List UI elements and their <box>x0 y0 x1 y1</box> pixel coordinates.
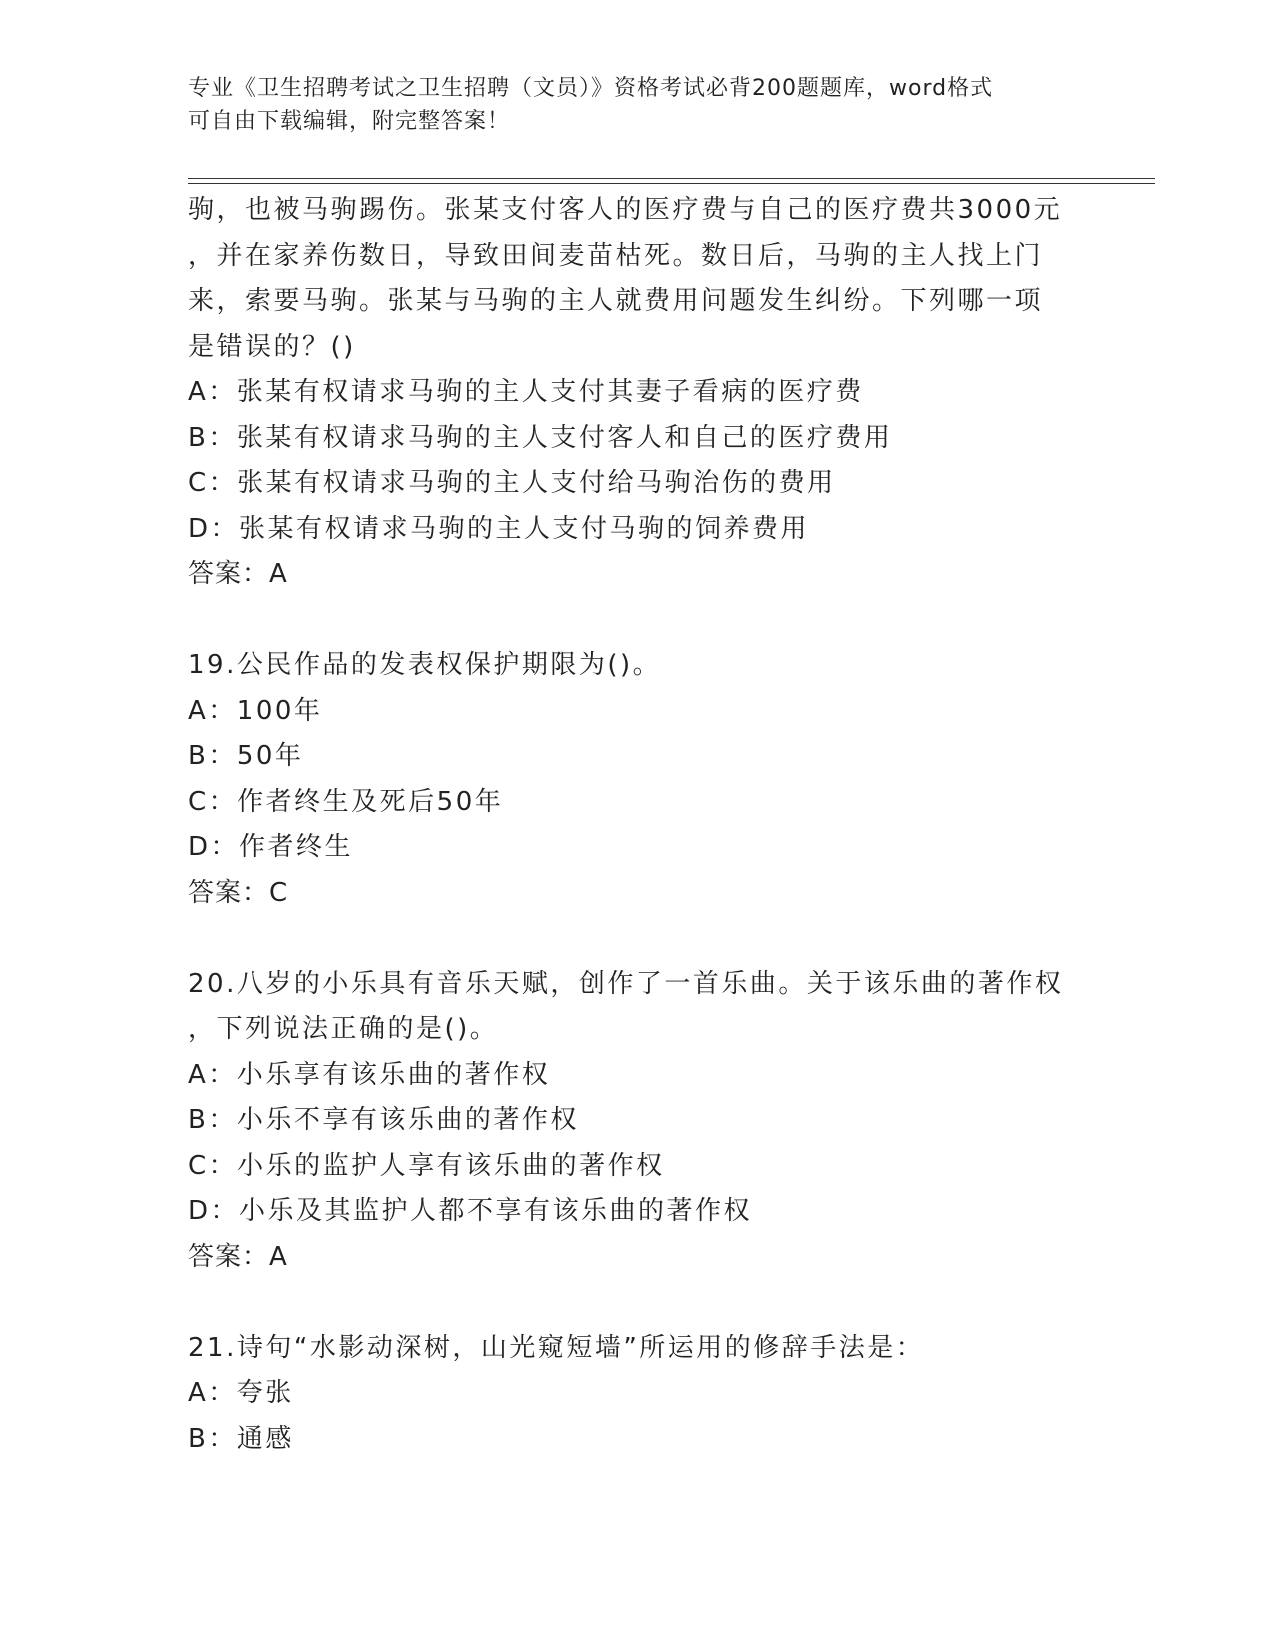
question-19 <box>188 643 1088 916</box>
header-line-1: 专业《卫生招聘考试之卫生招聘（文员）》资格考试必背200题题库，word格式 <box>188 76 994 101</box>
option-b: B：50年 <box>188 741 304 771</box>
option-a: A：小乐享有该乐曲的著作权 <box>188 1059 551 1090</box>
spacer <box>188 916 1088 962</box>
option-b: B：小乐不享有该乐曲的著作权 <box>188 1105 579 1135</box>
option-a: A：100年 <box>188 695 323 726</box>
question-stem-line: 驹，也被马驹踢伤。张某支付客人的医疗费与自己的医疗费共3000元 <box>188 195 1063 225</box>
question-stem-line: 21.诗句“水影动深树，山光窥短墙”所运用的修辞手法是： <box>188 1332 925 1363</box>
question-20 <box>188 962 1088 1281</box>
header-rule-top <box>188 178 1155 179</box>
option-d: D：作者终生 <box>188 832 354 862</box>
question-stem-line: 20.八岁的小乐具有音乐天赋，创作了一首乐曲。关于该乐曲的著作权 <box>188 968 1064 999</box>
question-stem-line: ，下列说法正确的是()。 <box>188 1014 499 1044</box>
question-stem-line: ，并在家养伤数日，导致田间麦苗枯死。数日后，马驹的主人找上门 <box>188 240 1044 271</box>
option-c: C：张某有权请求马驹的主人支付给马驹治伤的费用 <box>188 468 836 498</box>
question-21 <box>188 1326 1088 1463</box>
answer-line: 答案：A <box>188 1241 288 1272</box>
question-stem-line: 是错误的？() <box>188 331 356 362</box>
header-rule-bottom <box>188 183 1155 184</box>
option-a: A：张某有权请求马驹的主人支付其妻子看病的医疗费 <box>188 377 864 407</box>
option-a: A：夸张 <box>188 1378 294 1408</box>
option-d: D：小乐及其监护人都不享有该乐曲的著作权 <box>188 1196 753 1226</box>
spacer <box>188 598 1088 644</box>
answer-line: 答案：C <box>188 877 289 908</box>
question-stem-line: 19.公民作品的发表权保护期限为()。 <box>188 650 662 680</box>
question-content <box>188 188 1088 1462</box>
option-b: B：通感 <box>188 1423 294 1454</box>
option-c: C：小乐的监护人享有该乐曲的著作权 <box>188 1150 665 1181</box>
answer-line: 答案：A <box>188 559 288 589</box>
option-b: B：张某有权请求马驹的主人支付客人和自己的医疗费用 <box>188 422 893 453</box>
option-c: C：作者终生及死后50年 <box>188 786 504 817</box>
question-18 <box>188 188 1088 598</box>
header-line-2: 可自由下载编辑，附完整答案！ <box>188 109 511 134</box>
question-stem-line: 来，索要马驹。张某与马驹的主人就费用问题发生纠纷。下列哪一项 <box>188 286 1044 316</box>
spacer <box>188 1280 1088 1326</box>
option-d: D：张某有权请求马驹的主人支付马驹的饲养费用 <box>188 513 810 544</box>
document-header <box>188 72 1088 138</box>
